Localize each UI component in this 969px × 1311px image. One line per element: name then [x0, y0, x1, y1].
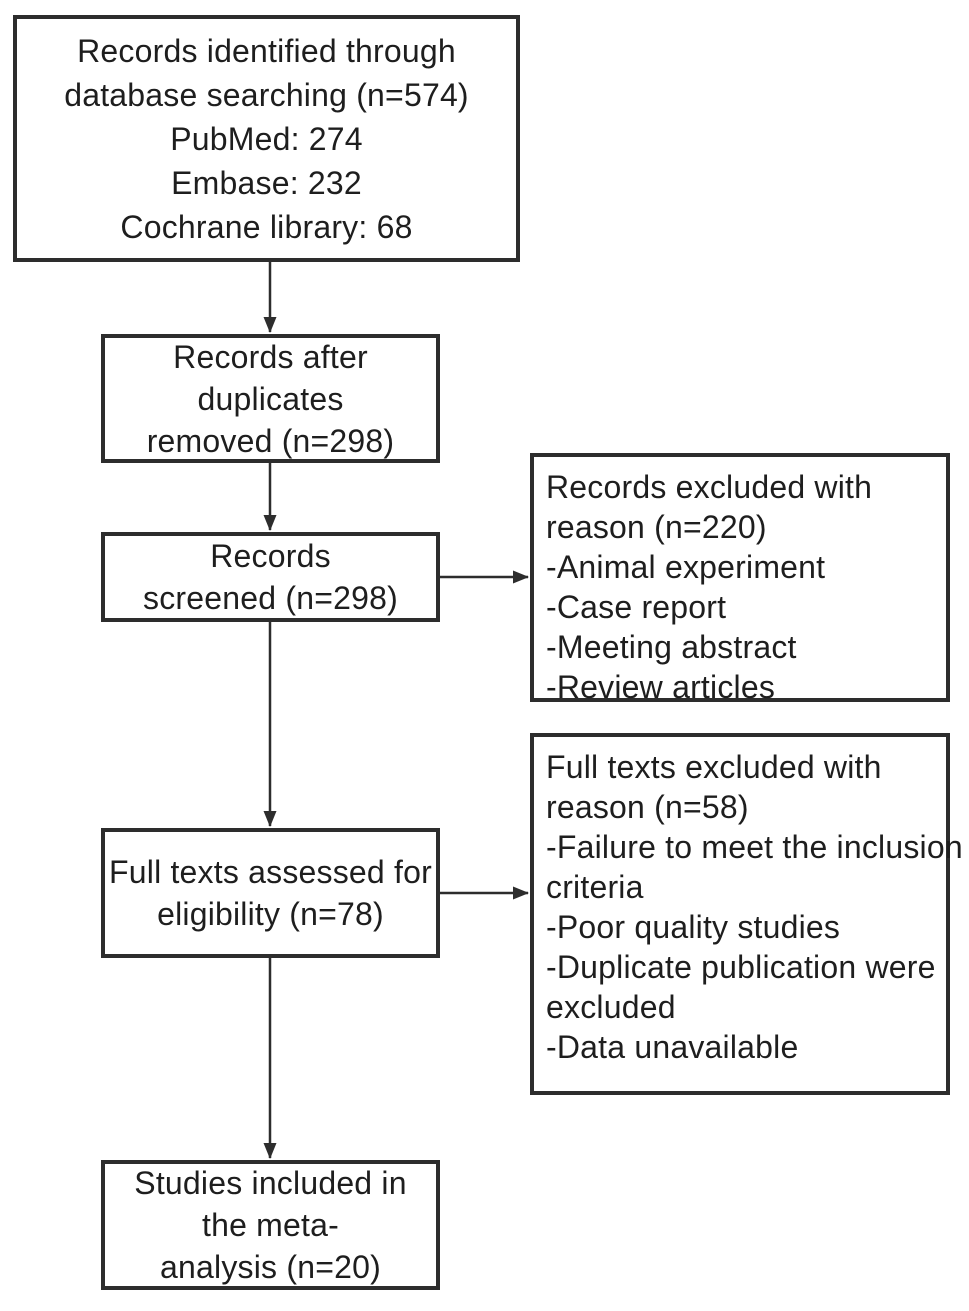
box-text-line: Full texts assessed for	[109, 854, 432, 890]
box-text-line: eligibility (n=78)	[157, 896, 384, 932]
box-text-line: Studies included in	[134, 1165, 407, 1201]
box-text-line: Records identified through	[77, 32, 456, 69]
box-studies-included	[101, 1160, 440, 1290]
box-fulltext-excluded	[530, 733, 963, 1095]
box-text-line: duplicates	[197, 380, 344, 417]
box-text-line: criteria	[546, 869, 644, 905]
box-text-line: -Poor quality studies	[546, 909, 841, 945]
box-duplicates-removed	[101, 334, 440, 463]
box-text-line: excluded	[546, 989, 676, 1025]
box-records-identified	[13, 15, 520, 262]
box-text-line: Full texts excluded with	[546, 749, 882, 785]
box-text-line: -Duplicate publication were	[546, 949, 936, 985]
box-text-line: Cochrane library: 68	[120, 208, 413, 245]
box-text-line: -Case report	[546, 589, 727, 625]
box-text-line: removed (n=298)	[146, 422, 395, 459]
box-text-line: -Animal experiment	[546, 549, 826, 585]
box-records-excluded	[530, 453, 950, 705]
box-text-line: -Meeting abstract	[546, 629, 797, 665]
box-text-line: the meta-	[202, 1207, 339, 1243]
box-text-line: -Review articles	[546, 669, 776, 705]
box-text-line: reason (n=58)	[546, 789, 749, 825]
box-text-line: analysis (n=20)	[160, 1249, 381, 1285]
box-records-screened	[101, 532, 440, 622]
box-text-line: reason (n=220)	[546, 509, 767, 545]
box-fulltext-assessed	[101, 828, 440, 958]
box-text-line: Records after	[173, 338, 368, 375]
box-text-line: -Data unavailable	[546, 1029, 799, 1065]
box-text-line: PubMed: 274	[170, 120, 363, 157]
box-text-line: Embase: 232	[171, 164, 362, 201]
box-text-line: screened (n=298)	[143, 580, 398, 616]
box-text-line: Records excluded with	[546, 469, 873, 505]
box-text-line: -Failure to meet the inclusion	[546, 829, 963, 865]
box-text-line: database searching (n=574)	[64, 76, 469, 113]
box-text-line: Records	[210, 538, 331, 574]
